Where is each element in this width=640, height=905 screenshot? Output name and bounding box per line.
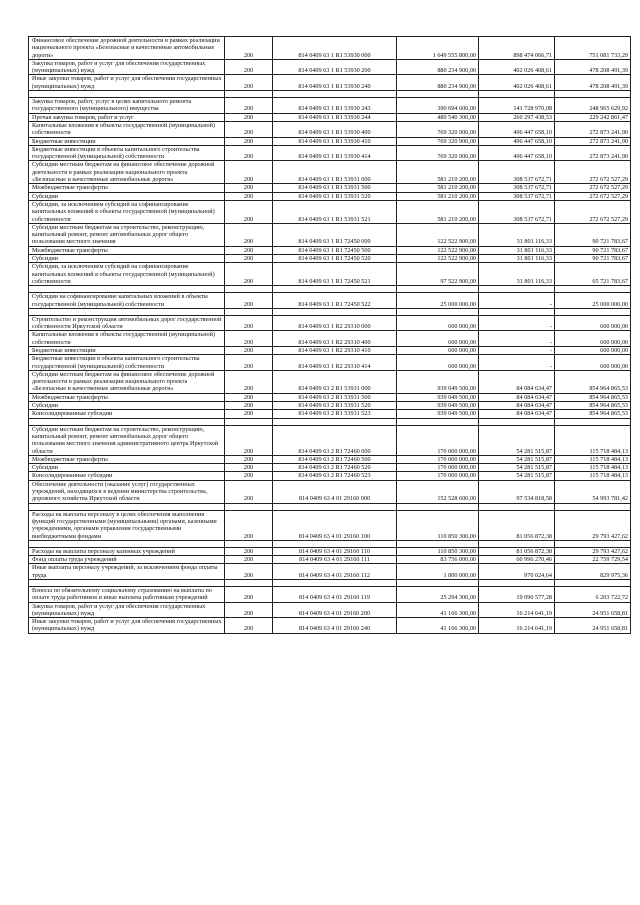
row-code-cell: 200 (225, 192, 273, 200)
row-classification-code-cell: 814 0409 63 4 01 29160 112 (273, 564, 397, 580)
row-executed-amount-cell: 260 297 438,53 (479, 113, 555, 121)
row-classification-code-cell: 814 0409 63 2 R1 53931 523 (273, 410, 397, 418)
row-classification-code-cell: 814 0409 63 1 R1 53930 400 (273, 121, 397, 137)
row-unexecuted-amount-cell: 29 793 427,62 (555, 547, 631, 555)
table-row (29, 75, 631, 91)
table-row (29, 410, 631, 418)
row-classification-code-cell: 814 0409 63 1 R1 53930 410 (273, 137, 397, 145)
row-code-cell: 200 (225, 137, 273, 145)
row-approved-amount-cell: 769 320 900,00 (397, 121, 479, 137)
row-code-cell: 200 (225, 263, 273, 286)
table-row (29, 59, 631, 75)
row-unexecuted-amount-cell: 115 718 484,13 (555, 425, 631, 455)
row-code-cell: 200 (225, 161, 273, 184)
table-row (29, 393, 631, 401)
row-unexecuted-amount-cell: 90 721 783,67 (555, 246, 631, 254)
row-unexecuted-amount-cell: 854 964 865,53 (555, 402, 631, 410)
row-classification-code-cell: 814 0409 63 2 R1 53931 520 (273, 402, 397, 410)
row-spacer (29, 580, 631, 587)
row-classification-code-cell: 814 0409 63 1 R1 72450 521 (273, 263, 397, 286)
row-classification-code-cell: 814 0409 63 1 R1 53931 000 (273, 161, 397, 184)
row-classification-code-cell: 814 0409 63 1 R1 53930 240 (273, 75, 397, 91)
row-name-cell: Расходы на выплаты персоналу в целях обеспечения выполнения функций государственными (муниципальными) органами, казенными учреждениями, органами управления государственными внебюджетными фондами (29, 510, 225, 540)
row-classification-code-cell: 814 0409 63 1 R1 53931 521 (273, 200, 397, 223)
table-row (29, 315, 631, 331)
row-name-cell: Бюджетные инвестиции в объекты капитального строительства государственной (муниципальной) собственности (29, 145, 225, 161)
row-unexecuted-amount-cell: 751 081 733,29 (555, 37, 631, 60)
row-name-cell: Субсидии местным бюджетам на финансовое обеспечение дорожной деятельности в рамках реализации национального проекта «Безопасные и качественные автомобильные дороги» (29, 161, 225, 184)
row-classification-code-cell: 814 0409 63 1 R1 53930 243 (273, 98, 397, 114)
row-approved-amount-cell: 939 049 500,00 (397, 410, 479, 418)
table-row (29, 402, 631, 410)
row-approved-amount-cell: 581 210 200,00 (397, 184, 479, 192)
row-executed-amount-cell: 54 281 515,87 (479, 472, 555, 480)
row-spacer (29, 418, 631, 425)
row-executed-amount-cell: 54 281 515,87 (479, 425, 555, 455)
row-executed-amount-cell: - (479, 346, 555, 354)
row-executed-amount-cell: 84 084 634,47 (479, 410, 555, 418)
row-name-cell: Иные выплаты персоналу учреждений, за исключением фонда оплаты труда (29, 564, 225, 580)
row-classification-code-cell: 814 0409 63 2 R1 53931 000 (273, 370, 397, 393)
row-name-cell: Межбюджетные трансферты (29, 184, 225, 192)
row-approved-amount-cell: 41 166 300,00 (397, 618, 479, 634)
row-executed-amount-cell: 898 474 066,71 (479, 37, 555, 60)
row-executed-amount-cell: 60 996 270,46 (479, 556, 555, 564)
row-executed-amount-cell: 308 537 672,71 (479, 184, 555, 192)
row-unexecuted-amount-cell: 29 793 427,62 (555, 510, 631, 540)
row-code-cell: 200 (225, 410, 273, 418)
row-name-cell: Субсидии, за исключением субсидий на софинансирование капитальных вложений в объекты государственной (муниципальной) собственности (29, 200, 225, 223)
row-approved-amount-cell: 600 000,00 (397, 346, 479, 354)
table-row (29, 480, 631, 503)
row-code-cell: 200 (225, 75, 273, 91)
table-row (29, 346, 631, 354)
row-classification-code-cell: 814 0409 63 4 01 29160 000 (273, 480, 397, 503)
row-name-cell: Межбюджетные трансферты (29, 246, 225, 254)
row-name-cell: Закупка товаров, работ и услуг для обеспечения государственных (муниципальных) нужд (29, 602, 225, 618)
row-unexecuted-amount-cell: 600 000,00 (555, 315, 631, 331)
row-code-cell: 200 (225, 602, 273, 618)
row-name-cell: Иные закупки товаров, работ и услуг для обеспечения государственных (муниципальных) нужд (29, 618, 225, 634)
row-approved-amount-cell: 880 234 900,00 (397, 59, 479, 75)
row-code-cell: 200 (225, 184, 273, 192)
row-name-cell: Обеспечение деятельности (оказание услуг) государственных учреждений, находящихся в ведении министерства строительства, дорожного хозяйства Иркутской области (29, 480, 225, 503)
row-classification-code-cell: 814 0409 63 2 R1 53931 500 (273, 393, 397, 401)
row-unexecuted-amount-cell: 854 964 865,53 (555, 410, 631, 418)
row-name-cell: Бюджетные инвестиции (29, 346, 225, 354)
row-code-cell: 200 (225, 98, 273, 114)
row-code-cell: 200 (225, 556, 273, 564)
row-approved-amount-cell: 122 522 900,00 (397, 246, 479, 254)
row-code-cell: 200 (225, 145, 273, 161)
table-row (29, 370, 631, 393)
row-approved-amount-cell: 110 850 300,00 (397, 510, 479, 540)
row-code-cell: 200 (225, 293, 273, 309)
table-row (29, 293, 631, 309)
row-name-cell: Капитальные вложения в объекты государственной (муниципальной) собственности (29, 121, 225, 137)
table-row (29, 255, 631, 263)
row-name-cell: Межбюджетные трансферты (29, 393, 225, 401)
row-classification-code-cell: 814 0409 63 1 R2 29310 410 (273, 346, 397, 354)
row-unexecuted-amount-cell: 272 672 527,29 (555, 161, 631, 184)
row-code-cell: 200 (225, 246, 273, 254)
row-unexecuted-amount-cell: 478 208 491,39 (555, 75, 631, 91)
row-unexecuted-amount-cell: 272 873 241,90 (555, 145, 631, 161)
row-approved-amount-cell: 25 294 300,00 (397, 587, 479, 603)
row-unexecuted-amount-cell: 854 964 865,53 (555, 370, 631, 393)
table-row (29, 425, 631, 455)
row-unexecuted-amount-cell: 115 718 484,13 (555, 455, 631, 463)
row-unexecuted-amount-cell: 65 721 783,67 (555, 263, 631, 286)
row-name-cell: Субсидии местным бюджетам на строительство, реконструкцию, капитальный ремонт, ремонт автомобильных дорог общего пользования местного значения (29, 223, 225, 246)
row-approved-amount-cell: 170 000 000,00 (397, 472, 479, 480)
row-approved-amount-cell: 170 000 000,00 (397, 464, 479, 472)
row-unexecuted-amount-cell: 272 672 527,29 (555, 200, 631, 223)
row-name-cell: Закупка товаров, работ и услуг для обеспечения государственных (муниципальных) нужд (29, 59, 225, 75)
row-unexecuted-amount-cell: 90 721 783,67 (555, 223, 631, 246)
row-classification-code-cell: 814 0409 63 2 R1 72460 520 (273, 464, 397, 472)
table-row (29, 510, 631, 540)
row-code-cell: 200 (225, 464, 273, 472)
row-approved-amount-cell: 122 522 900,00 (397, 255, 479, 263)
row-unexecuted-amount-cell: 478 208 491,39 (555, 59, 631, 75)
row-classification-code-cell: 814 0409 63 2 R1 72460 523 (273, 472, 397, 480)
row-approved-amount-cell: 600 000,00 (397, 331, 479, 347)
row-executed-amount-cell: 496 447 658,10 (479, 121, 555, 137)
row-name-cell: Консолидированные субсидии (29, 410, 225, 418)
table-body (29, 37, 631, 634)
row-name-cell: Субсидии (29, 255, 225, 263)
row-approved-amount-cell: 600 000,00 (397, 315, 479, 331)
row-executed-amount-cell: 496 447 658,10 (479, 145, 555, 161)
row-code-cell: 200 (225, 200, 273, 223)
row-unexecuted-amount-cell: 22 759 729,54 (555, 556, 631, 564)
row-classification-code-cell: 814 0409 63 1 R2 29310 400 (273, 331, 397, 347)
row-approved-amount-cell: 581 210 200,00 (397, 161, 479, 184)
row-executed-amount-cell: 54 281 515,87 (479, 464, 555, 472)
row-unexecuted-amount-cell: 272 873 241,90 (555, 137, 631, 145)
table-row (29, 355, 631, 371)
row-code-cell: 200 (225, 393, 273, 401)
table-row (29, 564, 631, 580)
row-approved-amount-cell: 939 049 500,00 (397, 370, 479, 393)
row-classification-code-cell: 814 0409 63 1 R2 29310 000 (273, 315, 397, 331)
row-code-cell: 200 (225, 455, 273, 463)
row-executed-amount-cell: 54 281 515,87 (479, 455, 555, 463)
row-name-cell: Прочая закупка товаров, работ и услуг (29, 113, 225, 121)
row-unexecuted-amount-cell: 248 965 629,92 (555, 98, 631, 114)
row-classification-code-cell: 814 0409 63 1 R1 53931 520 (273, 192, 397, 200)
table-row (29, 200, 631, 223)
row-spacer (29, 540, 631, 547)
budget-execution-table-page (28, 36, 630, 634)
row-code-cell: 200 (225, 113, 273, 121)
row-classification-code-cell: 814 0409 63 1 R1 72450 520 (273, 255, 397, 263)
row-name-cell: Субсидии (29, 464, 225, 472)
table-row (29, 184, 631, 192)
row-classification-code-cell: 814 0409 63 1 R1 53930 200 (273, 59, 397, 75)
row-approved-amount-cell: 83 756 000,00 (397, 556, 479, 564)
row-executed-amount-cell: 402 026 408,61 (479, 75, 555, 91)
row-approved-amount-cell: 97 522 900,00 (397, 263, 479, 286)
table-row (29, 113, 631, 121)
row-name-cell: Субсидии (29, 192, 225, 200)
table-row (29, 161, 631, 184)
row-executed-amount-cell: 16 214 641,19 (479, 618, 555, 634)
row-unexecuted-amount-cell: 600 000,00 (555, 355, 631, 371)
row-name-cell: Субсидии местным бюджетам на строительство, реконструкцию, капитальный ремонт, ремонт автомобильных дорог общего пользования местного значения административного центра Иркутской области (29, 425, 225, 455)
row-spacer (29, 91, 631, 98)
table-row (29, 192, 631, 200)
row-code-cell: 200 (225, 59, 273, 75)
row-approved-amount-cell: 152 528 600,00 (397, 480, 479, 503)
row-code-cell: 200 (225, 255, 273, 263)
row-unexecuted-amount-cell: 115 718 484,13 (555, 464, 631, 472)
table-row (29, 223, 631, 246)
table-row (29, 464, 631, 472)
row-unexecuted-amount-cell: 600 000,00 (555, 331, 631, 347)
row-approved-amount-cell: 170 000 000,00 (397, 455, 479, 463)
row-code-cell: 200 (225, 223, 273, 246)
row-name-cell: Взносы по обязательному социальному страхованию на выплаты по оплате труда работников и иные выплаты работникам учреждений (29, 587, 225, 603)
row-code-cell: 200 (225, 425, 273, 455)
row-approved-amount-cell: 122 522 900,00 (397, 223, 479, 246)
row-executed-amount-cell: - (479, 355, 555, 371)
budget-execution-table (28, 36, 631, 634)
row-approved-amount-cell: 581 210 200,00 (397, 192, 479, 200)
row-approved-amount-cell: 390 694 600,00 (397, 98, 479, 114)
page-bottom-margin (0, 875, 640, 905)
row-code-cell: 200 (225, 402, 273, 410)
row-executed-amount-cell: 31 801 116,33 (479, 223, 555, 246)
table-row (29, 98, 631, 114)
row-executed-amount-cell: 16 214 641,19 (479, 602, 555, 618)
row-classification-code-cell: 814 0409 63 4 01 29160 111 (273, 556, 397, 564)
table-row (29, 263, 631, 286)
row-unexecuted-amount-cell: 115 718 484,13 (555, 472, 631, 480)
table-row (29, 472, 631, 480)
table-row (29, 587, 631, 603)
row-name-cell: Субсидии, за исключением субсидий на софинансирование капитальных вложений в объекты государственной (муниципальной) собственности (29, 263, 225, 286)
row-classification-code-cell: 814 0409 63 4 01 29160 240 (273, 618, 397, 634)
table-row (29, 602, 631, 618)
row-code-cell: 200 (225, 37, 273, 60)
row-approved-amount-cell: 880 234 900,00 (397, 75, 479, 91)
row-unexecuted-amount-cell: 90 721 783,67 (555, 255, 631, 263)
row-approved-amount-cell: 769 320 900,00 (397, 145, 479, 161)
table-row (29, 547, 631, 555)
row-unexecuted-amount-cell: 272 672 527,29 (555, 192, 631, 200)
row-executed-amount-cell: 402 026 408,61 (479, 59, 555, 75)
row-approved-amount-cell: 41 166 300,00 (397, 602, 479, 618)
row-name-cell: Капитальные вложения в объекты государственной (муниципальной) собственности (29, 331, 225, 347)
page-top-margin (0, 0, 640, 36)
row-name-cell: Субсидии на софинансирование капитальных вложений в объекты государственной (муниципальной) собственности (29, 293, 225, 309)
row-name-cell: Финансовое обеспечение дорожной деятельности в рамках реализации национального проекта «Безопасные и качественные автомобильные дороги» (29, 37, 225, 60)
row-spacer (29, 286, 631, 293)
row-name-cell: Межбюджетные трансферты (29, 455, 225, 463)
row-code-cell: 200 (225, 587, 273, 603)
row-name-cell: Расходы на выплаты персоналу казенных учреждений (29, 547, 225, 555)
row-executed-amount-cell: 84 084 634,47 (479, 370, 555, 393)
row-code-cell: 200 (225, 315, 273, 331)
row-executed-amount-cell: 81 056 872,38 (479, 547, 555, 555)
row-approved-amount-cell: 110 850 300,00 (397, 547, 479, 555)
table-row (29, 137, 631, 145)
row-executed-amount-cell: 84 084 634,47 (479, 402, 555, 410)
row-unexecuted-amount-cell: 600 000,00 (555, 346, 631, 354)
row-classification-code-cell: 814 0409 63 1 R1 72450 522 (273, 293, 397, 309)
row-code-cell: 200 (225, 331, 273, 347)
row-approved-amount-cell: 600 000,00 (397, 355, 479, 371)
row-unexecuted-amount-cell: 24 951 658,81 (555, 618, 631, 634)
row-approved-amount-cell: 1 800 000,00 (397, 564, 479, 580)
row-name-cell: Субсидии (29, 402, 225, 410)
row-unexecuted-amount-cell: 54 993 781,42 (555, 480, 631, 503)
row-classification-code-cell: 814 0409 63 1 R2 29310 414 (273, 355, 397, 371)
row-name-cell: Бюджетные инвестиции (29, 137, 225, 145)
row-classification-code-cell: 814 0409 63 1 R1 53930 244 (273, 113, 397, 121)
row-classification-code-cell: 814 0409 63 1 R1 53930 000 (273, 37, 397, 60)
row-classification-code-cell: 814 0409 63 1 R1 72450 000 (273, 223, 397, 246)
row-unexecuted-amount-cell: 829 975,36 (555, 564, 631, 580)
row-executed-amount-cell: 97 534 818,58 (479, 480, 555, 503)
row-executed-amount-cell: 970 024,64 (479, 564, 555, 580)
table-row (29, 145, 631, 161)
row-code-cell: 200 (225, 472, 273, 480)
table-row (29, 455, 631, 463)
row-executed-amount-cell: - (479, 331, 555, 347)
row-classification-code-cell: 814 0409 63 2 R1 72460 500 (273, 455, 397, 463)
row-unexecuted-amount-cell: 24 951 658,81 (555, 602, 631, 618)
row-name-cell: Строительство и реконструкция автомобильных дорог государственной собственности Иркутской области (29, 315, 225, 331)
row-unexecuted-amount-cell: 854 964 865,53 (555, 393, 631, 401)
row-approved-amount-cell: 1 649 555 800,00 (397, 37, 479, 60)
row-code-cell: 200 (225, 618, 273, 634)
row-spacer (29, 503, 631, 510)
table-row (29, 331, 631, 347)
row-name-cell: Иные закупки товаров, работ и услуг для обеспечения государственных (муниципальных) нужд (29, 75, 225, 91)
row-approved-amount-cell: 25 000 000,00 (397, 293, 479, 309)
row-executed-amount-cell: 31 801 116,33 (479, 263, 555, 286)
row-code-cell: 200 (225, 355, 273, 371)
row-executed-amount-cell: - (479, 293, 555, 309)
row-classification-code-cell: 814 0409 63 4 01 29160 100 (273, 510, 397, 540)
row-approved-amount-cell: 939 049 500,00 (397, 402, 479, 410)
row-code-cell: 200 (225, 370, 273, 393)
row-executed-amount-cell: 141 728 970,08 (479, 98, 555, 114)
row-classification-code-cell: 814 0409 63 4 01 29160 200 (273, 602, 397, 618)
row-code-cell: 200 (225, 480, 273, 503)
row-name-cell: Субсидии местным бюджетам на финансовое обеспечение дорожной деятельности в рамках реализации национального проекта «Безопасные и качественные автомобильные дороги» (29, 370, 225, 393)
row-classification-code-cell: 814 0409 63 4 01 29160 119 (273, 587, 397, 603)
row-classification-code-cell: 814 0409 63 4 01 29160 110 (273, 547, 397, 555)
table-row (29, 121, 631, 137)
row-executed-amount-cell: 84 084 634,47 (479, 393, 555, 401)
row-classification-code-cell: 814 0409 63 2 R1 72460 000 (273, 425, 397, 455)
row-code-cell: 200 (225, 564, 273, 580)
row-classification-code-cell: 814 0409 63 1 R1 53931 500 (273, 184, 397, 192)
row-approved-amount-cell: 769 320 900,00 (397, 137, 479, 145)
row-code-cell: 200 (225, 121, 273, 137)
row-executed-amount-cell: 31 801 116,33 (479, 246, 555, 254)
row-name-cell: Фонд оплаты труда учреждений (29, 556, 225, 564)
row-name-cell: Бюджетные инвестиции в объекты капитального строительства государственной (муниципальной) собственности (29, 355, 225, 371)
row-code-cell: 200 (225, 510, 273, 540)
row-executed-amount-cell: 31 801 116,33 (479, 255, 555, 263)
row-executed-amount-cell: 496 447 658,10 (479, 137, 555, 145)
row-approved-amount-cell: 939 049 500,00 (397, 393, 479, 401)
row-name-cell: Закупка товаров, работ, услуг в целях капитального ремонта государственного (муниципального) имущества (29, 98, 225, 114)
row-approved-amount-cell: 170 000 000,00 (397, 425, 479, 455)
row-classification-code-cell: 814 0409 63 1 R1 72450 500 (273, 246, 397, 254)
table-row (29, 618, 631, 634)
table-row (29, 246, 631, 254)
row-unexecuted-amount-cell: 6 203 722,72 (555, 587, 631, 603)
row-spacer (29, 308, 631, 315)
row-executed-amount-cell: 81 056 872,38 (479, 510, 555, 540)
row-executed-amount-cell: - (479, 315, 555, 331)
row-code-cell: 200 (225, 346, 273, 354)
row-executed-amount-cell: 308 537 672,71 (479, 200, 555, 223)
table-row (29, 37, 631, 60)
table-row (29, 556, 631, 564)
row-executed-amount-cell: 308 537 672,71 (479, 192, 555, 200)
row-approved-amount-cell: 489 540 300,00 (397, 113, 479, 121)
row-classification-code-cell: 814 0409 63 1 R1 53930 414 (273, 145, 397, 161)
row-approved-amount-cell: 581 210 200,00 (397, 200, 479, 223)
row-executed-amount-cell: 308 537 672,71 (479, 161, 555, 184)
row-unexecuted-amount-cell: 272 873 241,90 (555, 121, 631, 137)
row-unexecuted-amount-cell: 25 000 000,00 (555, 293, 631, 309)
row-unexecuted-amount-cell: 272 672 527,29 (555, 184, 631, 192)
row-unexecuted-amount-cell: 229 242 861,47 (555, 113, 631, 121)
row-executed-amount-cell: 19 090 577,28 (479, 587, 555, 603)
row-code-cell: 200 (225, 547, 273, 555)
row-name-cell: Консолидированные субсидии (29, 472, 225, 480)
